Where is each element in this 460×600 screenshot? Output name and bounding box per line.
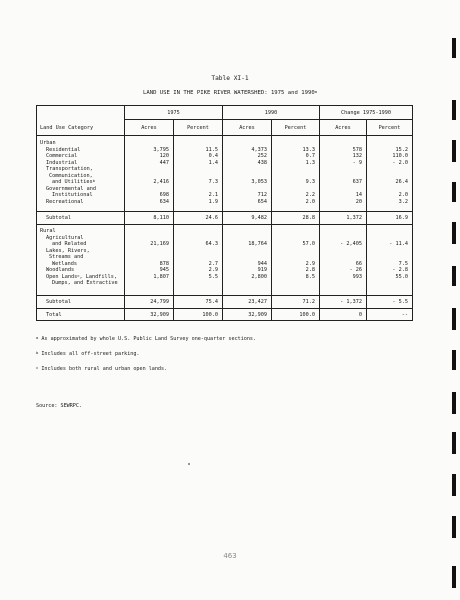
column-header: Land Use Category [40,125,94,131]
cell-value: - 5.5 [392,299,408,305]
cell-value: - 9 [352,159,362,166]
cell-value: 1.3 [305,159,315,166]
cell-value: 3,795 [153,146,169,153]
row-label: Governmental and [46,185,96,192]
scan-edge-mark [452,474,456,496]
cell-value: 13.3 [302,146,315,153]
row-label: Dumps, and Extractive [52,280,118,286]
cell-value: 2.9 [208,267,218,273]
cell-value: 438 [257,159,267,166]
cell-value: 16.9 [395,215,408,221]
cell-value: - 2.8 [392,267,408,273]
cell-value: 20 [355,198,362,205]
cell-value: 2,416 [153,179,169,185]
cell-value: 7.5 [398,260,408,267]
scan-speck [188,463,190,465]
row-label: Commercial [46,153,78,159]
column-header: Percent [378,125,401,131]
page-number: 463 [223,552,237,560]
row-label: Woodlands [46,267,75,273]
cell-value: 9.3 [305,179,315,185]
cell-value: 7.3 [208,179,218,185]
cell-value: 634 [159,198,169,205]
cell-value: 2.0 [305,198,315,205]
cell-value: 100.0 [299,312,315,318]
cell-value: - 1,372 [340,299,362,305]
cell-value: 132 [352,153,362,159]
row-label: and Related [52,241,87,247]
cell-value: 26.4 [395,179,408,185]
row-label: Agricultural [46,234,84,241]
cell-value: 71.2 [302,299,315,305]
cell-value: 32,909 [150,312,169,318]
cell-value: 2.8 [305,267,315,273]
cell-value: 712 [257,192,267,198]
cell-value: 100.0 [202,312,218,318]
cell-value: 1,807 [153,273,169,280]
cell-value: 24,799 [150,299,169,305]
cell-value: 578 [352,146,362,153]
cell-value: 4,373 [251,146,267,153]
cell-value: 55.0 [395,273,408,280]
column-header: Acres [335,125,351,131]
cell-value: 2.7 [208,260,218,267]
cell-value: -- [401,312,408,318]
cell-value: 2,800 [251,273,267,280]
cell-value: 1.9 [208,198,218,205]
cell-value: 0.7 [305,153,315,159]
row-label: and Utilities$^b$ [52,178,95,185]
scan-edge-mark [452,432,456,454]
row-label: Transportation, [46,166,93,172]
cell-value: 8,110 [153,215,169,221]
row-label: Open Lands$^c$, Landfills, [46,272,118,280]
row-label: Wetlands [52,260,77,267]
cell-value: - 26 [349,267,362,273]
column-header: Percent [284,125,307,131]
cell-value: 0 [358,312,362,318]
cell-value: 2.2 [305,192,315,198]
footnote: $^a$ As approximated by whole U.S. Public Land Survey one-quarter sections. [36,335,257,342]
row-label: Institutional [52,192,93,198]
cell-value: 75.4 [205,299,218,305]
land-use-table [36,105,413,321]
row-label: Streams and [49,254,84,260]
cell-value: 66 [355,260,362,267]
cell-value: 3,053 [251,179,267,185]
cell-value: 120 [159,153,169,159]
cell-value: 23,427 [248,299,267,305]
cell-value: - 2,405 [340,241,362,247]
cell-value: 18,764 [248,241,267,247]
column-header: Acres [141,125,157,131]
subtotal-label: Subtotal [46,299,71,305]
cell-value: 945 [159,267,169,273]
scan-edge-mark [452,566,456,588]
cell-value: 654 [257,198,267,205]
scan-edge-mark [452,222,456,244]
row-label: Residential [46,146,81,153]
cell-value: 24.6 [205,215,218,221]
cell-value: 8.5 [305,273,315,280]
scan-edge-mark [452,182,456,202]
cell-value: 110.0 [392,153,408,159]
cell-value: 2.1 [208,192,218,198]
cell-value: 3.2 [398,198,408,205]
scan-edge-mark [452,100,456,120]
footnote: $^c$ Includes both rural and urban open lands. [36,365,168,372]
scan-edge-mark [452,140,456,162]
cell-value: 447 [159,159,169,166]
year-header: Change 1975-1990 [341,110,391,116]
scan-edge-mark [452,350,456,370]
cell-value: 1,372 [346,215,362,221]
cell-value: 0.4 [208,153,218,159]
cell-value: 9,482 [251,215,267,221]
footnote: $^b$ Includes all off-street parking. [36,350,140,357]
year-header: 1990 [264,110,278,116]
cell-value: 32,909 [248,312,267,318]
scan-edge-mark [452,38,456,58]
cell-value: 14 [355,192,362,198]
cell-value: 252 [257,153,267,159]
cell-value: - 11.4 [389,241,408,247]
table-title: Table XI-1 [211,75,249,82]
cell-value: 919 [257,267,267,273]
row-label: Industrial [46,159,78,166]
year-header: 1975 [167,110,180,116]
cell-value: 698 [159,192,169,198]
row-label: Lakes, Rivers, [46,247,90,254]
cell-value: 21,169 [150,241,169,247]
cell-value: 993 [352,273,362,280]
cell-value: 1.4 [208,159,218,166]
cell-value: 944 [257,260,267,267]
table-subtitle: LAND USE IN THE PIKE RIVER WATERSHED: 1975 and 1990$^a$ [142,89,318,96]
total-label: Total [46,312,62,318]
section-label-urban: Urban [40,140,56,146]
cell-value: 2.0 [398,192,408,198]
column-header: Percent [187,125,209,131]
scan-edge-mark [452,308,456,330]
cell-value: 11.5 [205,146,218,153]
scan-edge-mark [452,516,456,538]
section-label-rural: Rural [40,228,56,234]
cell-value: 5.5 [208,273,218,280]
cell-value: - 2.0 [392,159,408,166]
cell-value: 28.8 [302,215,315,221]
scan-edge-mark [452,392,456,414]
row-label: Communication, [49,172,93,179]
subtotal-label: Subtotal [46,215,71,221]
cell-value: 57.0 [302,241,315,247]
cell-value: 64.3 [205,241,218,247]
cell-value: 637 [352,179,362,185]
cell-value: 2.9 [305,260,315,267]
scan-edge-mark [452,266,456,286]
row-label: Recreational [46,198,84,205]
source-line: Source: SEWRPC. [36,403,83,409]
cell-value: 878 [159,260,169,267]
cell-value: 15.2 [395,146,408,153]
column-header: Acres [239,125,255,131]
